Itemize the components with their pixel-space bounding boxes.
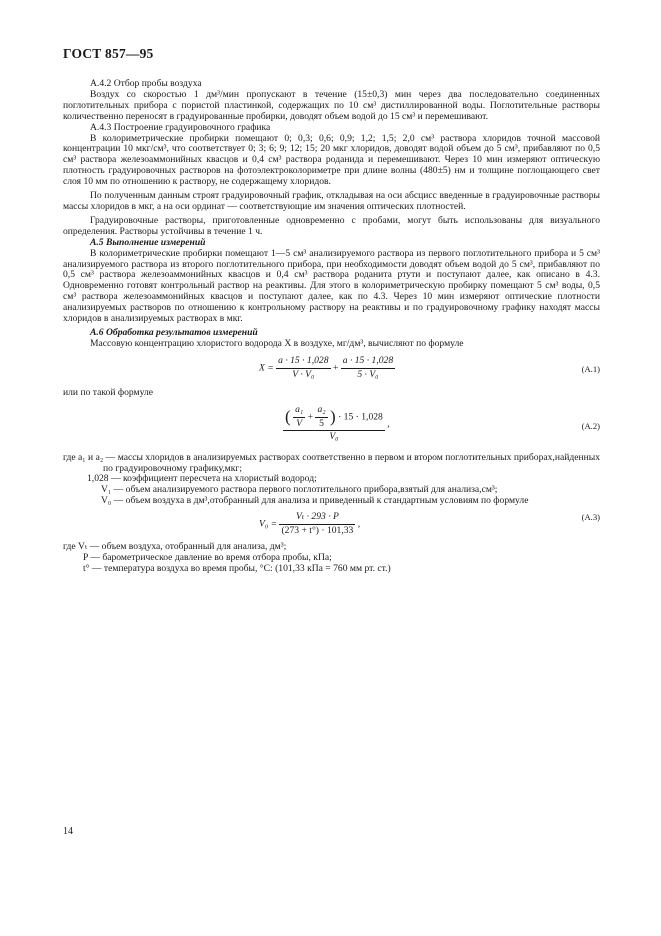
- formula-a2-rest: · 15 · 1,028: [338, 411, 383, 423]
- formula-a3-comma: ,: [357, 518, 361, 530]
- section-title-a5: А.5 Выполнение измерений: [90, 236, 206, 248]
- formula-a1-denominator-1: V · V₀: [292, 368, 315, 380]
- formula-a1-numerator-2: a · 15 · 1,028: [341, 356, 395, 369]
- formula-a2-inner-num-2: a₂: [315, 405, 327, 418]
- formula-a3-denominator: (273 + t°) · 101,33: [281, 525, 354, 537]
- definition-coefficient: 1,028 — коэффициент пересчета на хлористый водород;: [87, 473, 317, 485]
- document-header: ГОСТ 857—95: [63, 46, 154, 61]
- subsection-title-a42: А.4.2 Отбор пробы воздуха: [90, 78, 202, 89]
- formula-a2-inner-den-1: V: [296, 417, 303, 429]
- formula-a2-right-paren: ): [330, 406, 336, 426]
- formula-a2-plus: +: [307, 411, 314, 423]
- equation-number-a3: (А.3): [581, 512, 600, 523]
- formula-a2-denominator: V₀: [329, 431, 339, 443]
- equation-number-a2: (А.2): [581, 420, 600, 431]
- paragraph-measurements: В колориметрические пробирки помещают 1—5 см³ анализируемого раствора из первого поглотительного прибора и 5 см³ анализируемого раствора из второго поглотительного прибора, при необходимости доводят объем водой до 5 см³, прибавляют по 0,5 см³ раствора железоаммонийных квасцов и 0,4 см³ раствора роданита ртути и поступают далее, как описано в 4.3. Одновременно готовят контрольный раствор на реактивы. Для этого в колориметрическую пробирку помещают 5 см³ воды, 0,5 см³ раствора железоаммонийных квасцов и поступают далее, как по 4.3. Через 10 мин измеряют оптические плотности анализируемых растворов по отношению к контрольному раствору на реактивы и по градуировочному графику находят массы хлоридов в анализируемых растворах в мкг.: [63, 247, 600, 325]
- formula-a2-numerator: [283, 405, 385, 432]
- formula-a2-comma: ,: [387, 418, 390, 430]
- formula-a3-fraction: [279, 512, 355, 537]
- formula-a3-lhs: V₀ =: [259, 518, 278, 530]
- paragraph-calibration-graph: По полученным данным строят градуировочный график, откладывая на оси абсцисс введенные в градуировочные растворы массы хлоридов в мкг, а на оси ординат — соответствующие им значения оптических плотностей.: [63, 190, 600, 212]
- definition-temperature: t° — температура воздуха во время пробы, °С: (101,33 кПа = 760 мм рт. ст.): [83, 563, 391, 574]
- formula-a1-lhs: X =: [259, 362, 274, 374]
- formula-a3: [63, 510, 600, 542]
- document-body: [63, 79, 600, 575]
- formula-a2-inner-fraction-1: [293, 405, 305, 430]
- formula-a2: [63, 405, 600, 453]
- paragraph-calibration-solutions: В колориметрические пробирки помещают 0; 0,3; 0,6; 0,9; 1,2; 1,5; 2,0 см³ раствора хлоридов точной массовой концентрации 10 мкг/см³, что соответствует 0; 3; 6; 9; 12; 15; 20 мкг хлоридов, доводят водой объем до 5 см³, прибавляют по 0,5 см³ раствора железоаммонийных квасцов и 0,4 см³ раствора роданида и перемешивают. Через 10 мин измеряют оптическую плотность градуировочных растворов на фотоэлектроколориметре при длине волны (480±5) нм и толщине поглощающего свет слоя 10 мм по отношению к раствору, не содержащему хлоридов.: [63, 132, 600, 188]
- formula-a1-fraction-2: [341, 356, 395, 381]
- page-number: 14: [63, 826, 73, 837]
- section-title-a6: А.6 Обработка результатов измерений: [90, 326, 258, 338]
- paragraph-air-sampling: Воздух со скоростью 1 дм³/мин пропускают в течение (15±0,3) мин через два последовательно соединенных поглотительных прибора с пористой пластинкой, содержащих по 10 см³ дистиллированной воды. Поглотительные растворы количественно переносят в градуированные пробирки, доводят объем водой до 15 см³ и перемешивают.: [63, 88, 600, 122]
- formula-a1-numerator-1: a · 15 · 1,028: [276, 356, 330, 369]
- definition-v1: V₁ — объем анализируемого раствора первого поглотительного прибора,взятый для анализа,см³;: [101, 484, 498, 496]
- paragraph-concentration-intro: Массовую концентрацию хлористого водорода X в воздухе, мг/дм³, вычисляют по формуле: [90, 337, 464, 349]
- subsection-title-a43: А.4.3 Построение градуировочного графика: [90, 121, 271, 133]
- formula-a1-fraction-1: [276, 356, 330, 381]
- definition-v0: V₀ — объем воздуха в дм³,отобранный для анализа и приведенный к стандартным условиям по формуле: [101, 495, 529, 507]
- paragraph-or-formula: или по такой формуле: [63, 386, 154, 398]
- formula-a3-numerator: Vₜ · 293 · P: [279, 512, 355, 525]
- formula-a2-inner-num-1: a₁: [293, 405, 305, 418]
- definition-a1-a2: где a₁ и a₂ — массы хлоридов в анализируемых растворах соответственно в первом и втором поглотительных приборах,найденных по градуировочному графику,мкг;: [63, 451, 600, 474]
- formula-a1-plus: +: [332, 362, 339, 374]
- paragraph-visual-determination: Градуировочные растворы, приготовленные одновременно с пробами, могут быть использованы для визуального определения. Растворы устойчивы в течение 1 ч.: [63, 214, 600, 237]
- formula-a2-inner-fraction-2: [315, 405, 327, 430]
- formula-a1: [63, 352, 600, 388]
- formula-a2-left-paren: (: [285, 406, 291, 426]
- formula-a2-fraction: [283, 405, 385, 444]
- formula-a2-inner-den-2: 5: [319, 417, 324, 429]
- equation-number-a1: (А.1): [581, 363, 600, 374]
- formula-a1-denominator-2: 5 · V₀: [357, 368, 379, 380]
- definition-pressure: P — барометрическое давление во время отбора пробы, кПа;: [83, 552, 332, 564]
- definition-vt: где Vₜ — объем воздуха, отобранный для анализа, дм³;: [63, 541, 287, 553]
